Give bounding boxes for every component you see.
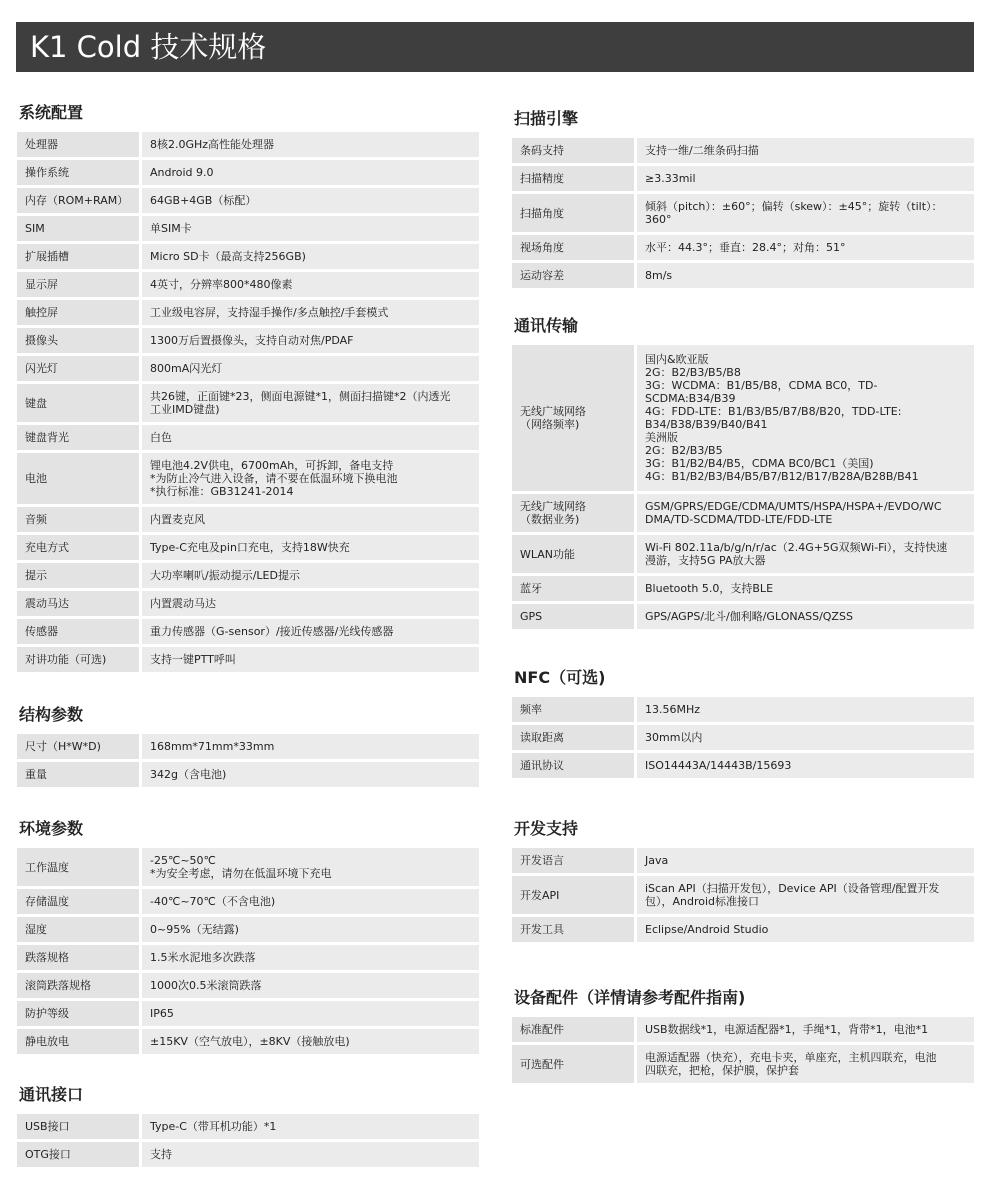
spec-value: 大功率喇叭/振动提示/LED提示	[142, 563, 479, 588]
spec-label: 触控屏	[17, 300, 142, 325]
spec-row	[17, 328, 479, 353]
spec-value: GSM/GPRS/EDGE/CDMA/UMTS/HSPA/HSPA+/EVDO/WC DMA/TD-SCDMA/TDD-LTE/FDD-LTE	[637, 494, 974, 532]
spec-value: 8核2.0GHz高性能处理器	[142, 132, 479, 157]
spec-value: 1000次0.5米滚筒跌落	[142, 973, 479, 998]
spec-value: Wi-Fi 802.11a/b/g/n/r/ac（2.4G+5G双频Wi-Fi），支持快速 漫游，支持5G PA放大器	[637, 535, 974, 573]
spec-value: 单SIM卡	[142, 216, 479, 241]
right-section-4	[512, 985, 974, 1086]
page-title-banner	[16, 22, 974, 72]
spec-value: 国内&欧亚版 2G：B2/B3/B5/B8 3G：WCDMA：B1/B5/B8，CDMA BC0，TD- SCDMA:B34/B39 4G：FDD-LTE：B1/B3/B5/B7/B8/B20，TDD-LTE: B34/B38/B39/B40/B41 美洲版 2G：B2/B3/B5 3G：B1/B2/B4/B5，CDMA BC0/BC1（美国) 4G：B1/B2/B3/B4/B5/B7/B12/B17/B28A/B28B/B41	[637, 345, 974, 491]
spec-label: 键盘	[17, 384, 142, 422]
spec-row	[17, 160, 479, 185]
spec-row	[17, 216, 479, 241]
spec-row	[17, 1001, 479, 1026]
spec-label: 滚筒跌落规格	[17, 973, 142, 998]
spec-value: Type-C充电及pin口充电，支持18W快充	[142, 535, 479, 560]
spec-value: 342g（含电池)	[142, 762, 479, 787]
spec-label: 通讯协议	[512, 753, 637, 778]
spec-value: 支持	[142, 1142, 479, 1167]
spec-label: 操作系统	[17, 160, 142, 185]
spec-row	[512, 138, 974, 163]
spec-value: 800mA闪光灯	[142, 356, 479, 381]
spec-row	[17, 535, 479, 560]
right-section-3	[512, 816, 974, 945]
spec-label: 电池	[17, 453, 142, 504]
spec-label: 尺寸（H*W*D)	[17, 734, 142, 759]
spec-label: 标准配件	[512, 1017, 637, 1042]
spec-row	[17, 272, 479, 297]
spec-label: 读取距离	[512, 725, 637, 750]
left-section-2	[17, 816, 479, 1057]
right-section-0	[512, 106, 974, 291]
right-section-2	[512, 665, 974, 781]
spec-value: Java	[637, 848, 974, 873]
spec-row	[512, 194, 974, 232]
section-title: 环境参数	[19, 819, 84, 838]
right-section-1	[512, 313, 974, 632]
spec-label: 存储温度	[17, 889, 142, 914]
spec-row	[512, 235, 974, 260]
spec-value: 8m/s	[637, 263, 974, 288]
spec-row	[512, 753, 974, 778]
spec-label: 显示屏	[17, 272, 142, 297]
spec-row	[512, 263, 974, 288]
spec-label: 无线广域网络 （数据业务)	[512, 494, 637, 532]
spec-row	[17, 132, 479, 157]
spec-label: 工作温度	[17, 848, 142, 886]
spec-value: Micro SD卡（最高支持256GB)	[142, 244, 479, 269]
spec-row	[17, 1029, 479, 1054]
spec-value: Android 9.0	[142, 160, 479, 185]
spec-value: 13.56MHz	[637, 697, 974, 722]
spec-row	[17, 563, 479, 588]
spec-value: 共26键，正面键*23，侧面电源键*1，侧面扫描键*2（内透光 工业IMD键盘)	[142, 384, 479, 422]
spec-label: 湿度	[17, 917, 142, 942]
section-title: 系统配置	[19, 103, 84, 122]
spec-label: SIM	[17, 216, 142, 241]
spec-label: 视场角度	[512, 235, 637, 260]
spec-value: 内置麦克风	[142, 507, 479, 532]
spec-row	[17, 889, 479, 914]
section-title: 开发支持	[514, 819, 579, 838]
spec-value: 30mm以内	[637, 725, 974, 750]
spec-row	[17, 1142, 479, 1167]
spec-value: 锂电池4.2V供电，6700mAh，可拆卸，备电支持 *为防止冷气进入设备，请不要在低温环境下换电池 *执行标准：GB31241-2014	[142, 453, 479, 504]
spec-value: iScan API（扫描开发包），Device API（设备管理/配置开发 包），Android标准接口	[637, 876, 974, 914]
left-section-3	[17, 1082, 479, 1170]
spec-value: Bluetooth 5.0，支持BLE	[637, 576, 974, 601]
spec-label: 开发API	[512, 876, 637, 914]
spec-value: 64GB+4GB（标配）	[142, 188, 479, 213]
page-title: K1 Cold 技术规格	[30, 30, 267, 64]
spec-row	[17, 384, 479, 422]
spec-label: GPS	[512, 604, 637, 629]
spec-value: USB数据线*1，电源适配器*1，手绳*1，背带*1，电池*1	[637, 1017, 974, 1042]
spec-row	[512, 697, 974, 722]
spec-label: 条码支持	[512, 138, 637, 163]
spec-label: 传感器	[17, 619, 142, 644]
spec-row	[512, 535, 974, 573]
spec-label: 提示	[17, 563, 142, 588]
spec-row	[17, 619, 479, 644]
spec-label: 键盘背光	[17, 425, 142, 450]
spec-label: 摄像头	[17, 328, 142, 353]
spec-row	[17, 300, 479, 325]
spec-label: 扫描精度	[512, 166, 637, 191]
spec-value: Eclipse/Android Studio	[637, 917, 974, 942]
spec-row	[17, 917, 479, 942]
spec-value: GPS/AGPS/北斗/伽利略/GLONASS/QZSS	[637, 604, 974, 629]
spec-value: ±15KV（空气放电），±8KV（接触放电)	[142, 1029, 479, 1054]
section-title: 结构参数	[19, 705, 84, 724]
spec-value: 支持一键PTT呼叫	[142, 647, 479, 672]
spec-row	[512, 345, 974, 491]
spec-value: 0~95%（无结露)	[142, 917, 479, 942]
spec-value: 168mm*71mm*33mm	[142, 734, 479, 759]
spec-row	[512, 166, 974, 191]
spec-row	[512, 917, 974, 942]
spec-label: 开发工具	[512, 917, 637, 942]
spec-label: 重量	[17, 762, 142, 787]
spec-label: 扫描角度	[512, 194, 637, 232]
spec-value: 1.5米水泥地多次跌落	[142, 945, 479, 970]
spec-row	[17, 945, 479, 970]
spec-row	[512, 576, 974, 601]
spec-label: 内存（ROM+RAM）	[17, 188, 142, 213]
spec-row	[17, 1114, 479, 1139]
spec-label: 开发语言	[512, 848, 637, 873]
spec-row	[17, 647, 479, 672]
left-section-0	[17, 100, 479, 675]
spec-row	[512, 494, 974, 532]
section-title: 设备配件（详情请参考配件指南)	[514, 988, 746, 1007]
spec-value: -25℃~50℃ *为安全考虑，请勿在低温环境下充电	[142, 848, 479, 886]
spec-value: 重力传感器（G-sensor）/接近传感器/光线传感器	[142, 619, 479, 644]
spec-label: WLAN功能	[512, 535, 637, 573]
spec-row	[17, 591, 479, 616]
spec-row	[17, 848, 479, 886]
spec-value: 内置震动马达	[142, 591, 479, 616]
spec-value: 水平：44.3°；垂直：28.4°；对角：51°	[637, 235, 974, 260]
spec-label: 处理器	[17, 132, 142, 157]
spec-row	[17, 762, 479, 787]
spec-label: 可选配件	[512, 1045, 637, 1083]
spec-row	[512, 848, 974, 873]
spec-row	[17, 453, 479, 504]
spec-label: 静电放电	[17, 1029, 142, 1054]
spec-row	[17, 188, 479, 213]
spec-label: 充电方式	[17, 535, 142, 560]
spec-label: OTG接口	[17, 1142, 142, 1167]
spec-label: 对讲功能（可选)	[17, 647, 142, 672]
spec-row	[17, 734, 479, 759]
section-title: 扫描引擎	[514, 109, 579, 128]
spec-value: 工业级电容屏，支持湿手操作/多点触控/手套模式	[142, 300, 479, 325]
spec-label: 运动容差	[512, 263, 637, 288]
spec-value: Type-C（带耳机功能）*1	[142, 1114, 479, 1139]
spec-row	[17, 425, 479, 450]
spec-label: 蓝牙	[512, 576, 637, 601]
spec-value: 电源适配器（快充），充电卡夹，单座充，主机四联充，电池 四联充，把枪，保护膜，保护套	[637, 1045, 974, 1083]
spec-value: ISO14443A/14443B/15693	[637, 753, 974, 778]
section-title: NFC（可选)	[514, 668, 606, 687]
spec-label: 无线广域网络 （网络频率)	[512, 345, 637, 491]
spec-row	[512, 876, 974, 914]
spec-value: IP65	[142, 1001, 479, 1026]
spec-label: 震动马达	[17, 591, 142, 616]
spec-row	[17, 973, 479, 998]
spec-row	[17, 244, 479, 269]
spec-row	[512, 604, 974, 629]
section-title: 通讯接口	[19, 1085, 84, 1104]
spec-value: 4英寸，分辨率800*480像素	[142, 272, 479, 297]
left-section-1	[17, 702, 479, 790]
spec-row	[17, 507, 479, 532]
spec-label: USB接口	[17, 1114, 142, 1139]
spec-row	[512, 1045, 974, 1083]
spec-row	[512, 725, 974, 750]
spec-value: 倾斜（pitch）：±60°；偏转（skew）：±45°；旋转（tilt）： 360°	[637, 194, 974, 232]
spec-label: 跌落规格	[17, 945, 142, 970]
spec-row	[512, 1017, 974, 1042]
spec-label: 防护等级	[17, 1001, 142, 1026]
spec-label: 频率	[512, 697, 637, 722]
section-title: 通讯传输	[514, 316, 579, 335]
spec-value: 白色	[142, 425, 479, 450]
spec-value: 支持一维/二维条码扫描	[637, 138, 974, 163]
spec-value: -40℃~70℃（不含电池)	[142, 889, 479, 914]
spec-label: 音频	[17, 507, 142, 532]
spec-label: 扩展插槽	[17, 244, 142, 269]
spec-row	[17, 356, 479, 381]
spec-label: 闪光灯	[17, 356, 142, 381]
spec-value: ≥3.33mil	[637, 166, 974, 191]
spec-value: 1300万后置摄像头，支持自动对焦/PDAF	[142, 328, 479, 353]
